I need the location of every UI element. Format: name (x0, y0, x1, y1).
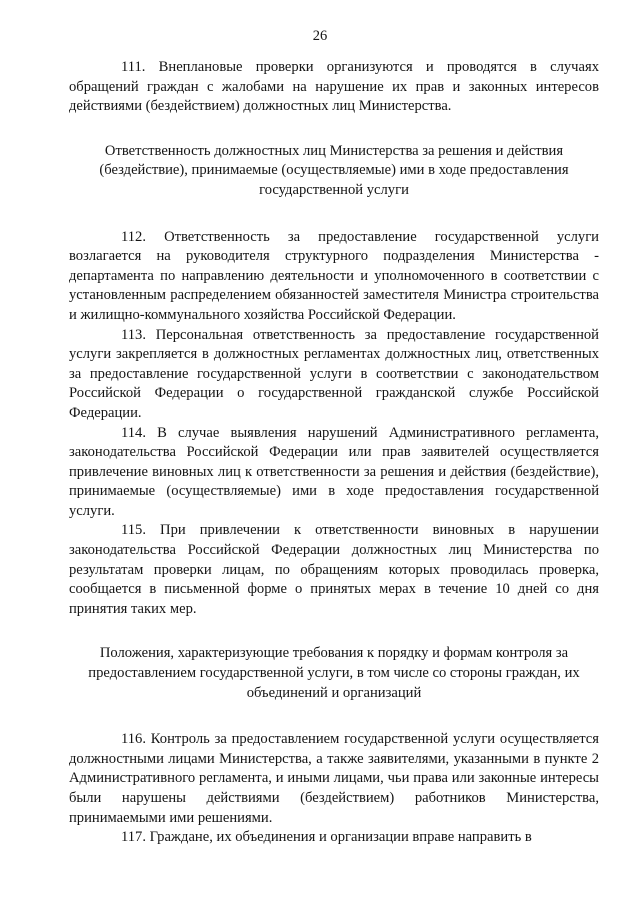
paragraph-112: 112. Ответственность за предоставление государственной услуги возлагается на руководителя структурного подразделения Министерства - департамента по направлению деятельности и уполномоченного в соответствии с установленным распределением обязанностей заместителя Министра строительства и жилищно-коммунального хозяйства Российской Федерации. (69, 228, 599, 323)
paragraph-117: 117. Граждане, их объединения и организации вправе направить в (121, 829, 532, 846)
section-heading-control-requirements: Положения, характеризующие требования к порядку и формам контроля за предоставлением государственной услуги, в том числе со стороны граждан, их объединений и организаций (88, 645, 580, 701)
paragraph-111: 111. Внеплановые проверки организуются и проводятся в случаях обращений граждан с жалобами на нарушение их прав и законных интересов действиями (бездействием) должностных лиц Министерства. (69, 59, 599, 115)
paragraph-113: 113. Персональная ответственность за предоставление государственной услуги закрепляется в должностных регламентах должностных лиц, ответственных за предоставление государственной услуги в соответствии с законодательством Российской Федерации о государственной гражданской службе Российской Федерации. (69, 326, 599, 421)
paragraph-115: 115. При привлечении к ответственности виновных в нарушении законодательства Российской Федерации должностных лиц Министерства по результатам проверки лицам, по обращениям которых проводилась проверка, сообщается в письменной форме о принятых мерах в течение 10 дней со дня принятия таких мер. (69, 522, 599, 617)
page-number: 26 (312, 28, 328, 44)
section-heading-responsibility: Ответственность должностных лиц Министерства за решения и действия (бездействие), принимаемые (осуществляемые) ими в ходе предоставления государственной услуги (99, 142, 569, 198)
paragraph-114: 114. В случае выявления нарушений Административного регламента, законодательства Российской Федерации или прав заявителей осуществляется привлечение виновных лиц к ответственности за решения и действия (бездействие), принимаемые (осуществляемые) ими в ходе предоставления государственной услуги. (69, 424, 599, 519)
document-body (69, 58, 599, 848)
paragraph-116: 116. Контроль за предоставлением государственной услуги осуществляется должностными лицами Министерства, а также заявителями, указанными в пункте 2 Административного регламента, и иными лицами, чьи права или законные интересы были нарушены действиями (бездействием) работников Министерства, принимаемыми ими решениями. (69, 731, 599, 826)
